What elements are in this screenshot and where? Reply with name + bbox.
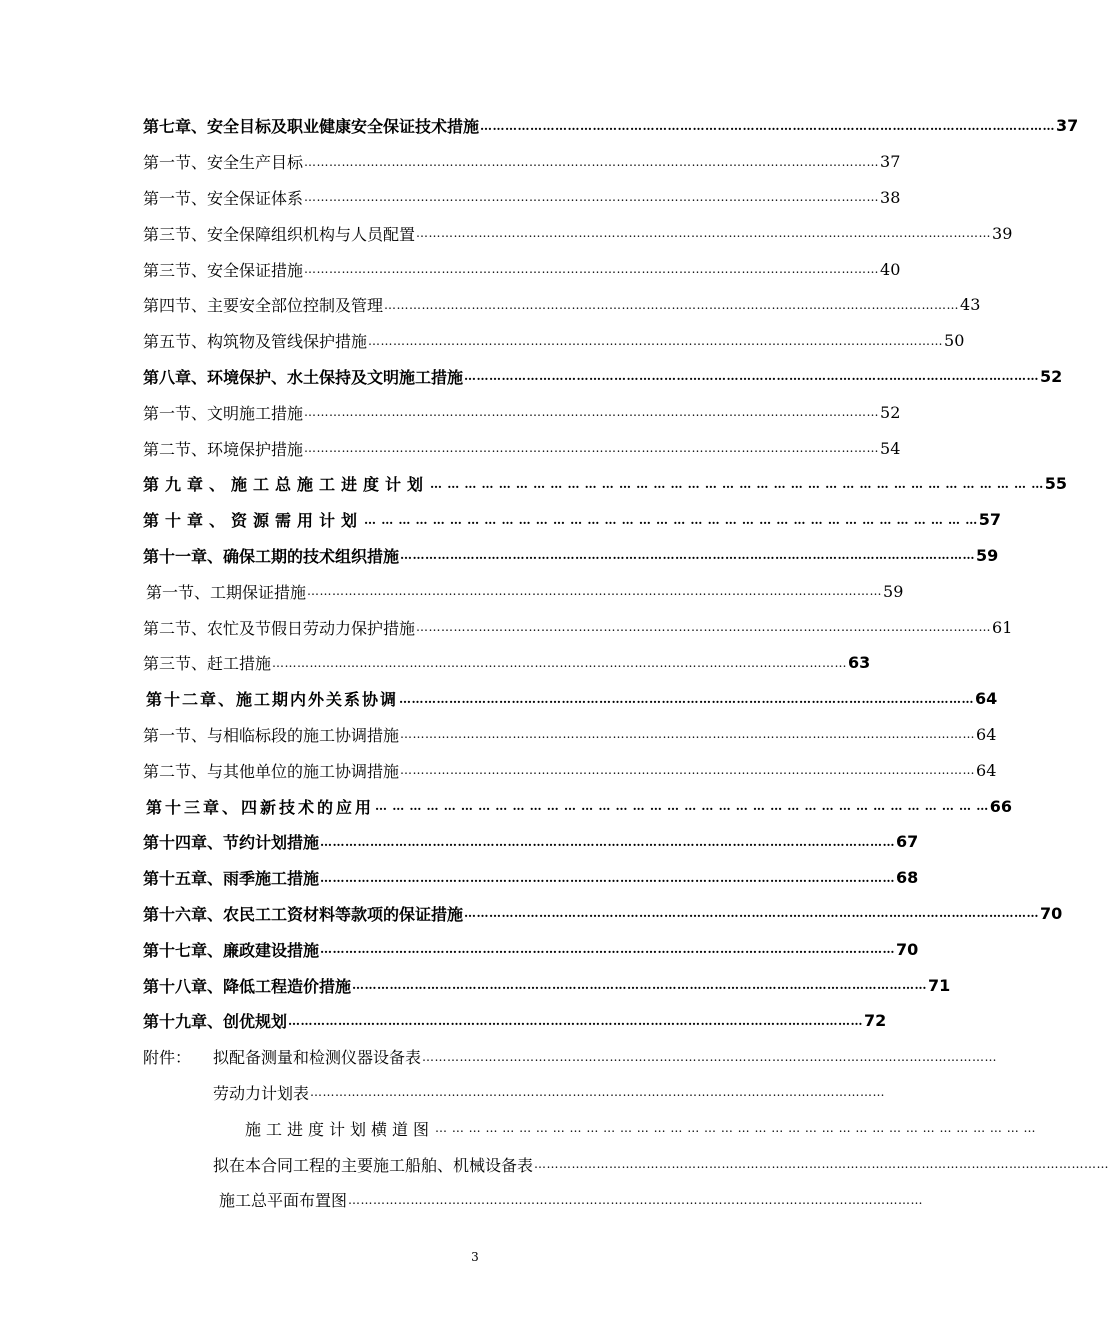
toc-entry-chapter-9[interactable] [0, 466, 1068, 502]
dot-leader: ………………………………………………………………………………………………………………………… [320, 870, 896, 885]
toc-entry-title: 第一节、文明施工措施 [143, 403, 304, 423]
dot-leader: ………………………………………………………………………………………………………………………… [416, 620, 992, 635]
toc-entry-title: 第三节、赶工措施 [143, 654, 272, 674]
toc-entry-page: 64 [975, 689, 998, 709]
toc-entry-title: 第一节、安全生产目标 [143, 153, 304, 173]
appendix-entry[interactable] [0, 1110, 1037, 1146]
toc-entry-title: 第五节、构筑物及管线保护措施 [143, 332, 368, 352]
dot-leader: ………………………………………………………………………………………………………………………… [272, 655, 848, 670]
dot-leader: ………………………………………………………………………………………………………………………… [464, 906, 1040, 921]
toc-entry-section[interactable] [0, 394, 950, 430]
toc-entry-chapter-11[interactable] [0, 538, 999, 574]
toc-entry-chapter-13[interactable] [0, 788, 1013, 824]
toc-entry-title: 第七章、安全目标及职业健康安全保证技术措施 [143, 117, 480, 137]
appendix-title: 拟配备测量和检测仪器设备表 [213, 1048, 422, 1068]
toc-entry-title: 第二节、环境保护措施 [143, 439, 304, 459]
toc-entry-page: 52 [880, 402, 901, 422]
toc-entry-section[interactable] [0, 752, 997, 788]
toc-entry-page: 57 [978, 510, 1002, 530]
toc-entry-page: 64 [976, 760, 997, 780]
toc-entry-page: 64 [976, 724, 997, 744]
toc-entry-chapter-12[interactable] [0, 681, 998, 717]
appendix-title: 拟在本合同工程的主要施工船舶、机械设备表 [213, 1155, 534, 1175]
dot-leader: ………………………………………………………………………………………………………………………… [310, 1085, 886, 1100]
toc-entry-title: 第一节、安全保证体系 [143, 188, 304, 208]
dot-leader: ………………………………………………………………………………………………………………………… [304, 190, 880, 205]
toc-entry-title: 第三节、安全保证措施 [143, 260, 304, 280]
appendix-label: 附件： [143, 1048, 192, 1068]
toc-entry-page: 39 [992, 223, 1013, 243]
toc-entry-page: 54 [880, 438, 901, 458]
toc-entry-page: 37 [880, 152, 901, 172]
toc-entry-chapter-16[interactable] [0, 896, 1063, 932]
toc-entry-chapter-14[interactable] [0, 824, 950, 860]
dot-leader: ………………………………………………………………………………………………………………………… [348, 1192, 924, 1207]
dot-leader: ………………………………………………………………………………………………………………………… [304, 154, 880, 169]
toc-entry-section[interactable] [0, 323, 965, 359]
toc-entry-page: 61 [992, 617, 1013, 637]
page-number: 3 [471, 1250, 479, 1264]
dot-leader: ………………………………………………………………………………………………………………………… [304, 262, 880, 277]
toc-entry-title: 第十一章、确保工期的技术组织措施 [143, 546, 400, 566]
dot-leader: … … … … … … … … … … … … … … … … … … … … … … … … … … … … … … … … … … … … [375, 799, 989, 814]
toc-entry-title: 第十三章、四新技术的应用 [146, 797, 375, 817]
appendix-entry[interactable] [0, 1039, 998, 1075]
appendix-title: 施工总平面布置图 [219, 1191, 348, 1211]
appendix-title: 劳动力计划表 [213, 1083, 310, 1103]
toc-entry-page: 38 [880, 187, 901, 207]
toc-entry-title: 第十六章、农民工工资材料等款项的保证措施 [143, 904, 464, 924]
toc-entry-title: 第十八章、降低工程造价措施 [143, 976, 352, 996]
toc-entry-page: 59 [883, 581, 904, 601]
dot-leader: … … … … … … … … … … … … … … … … … … … … … … … … … … … … … … … … … … … … [430, 476, 1044, 491]
toc-entry-chapter-10[interactable] [0, 502, 1002, 538]
dot-leader: ………………………………………………………………………………………………………………………… [400, 548, 976, 563]
toc-entry-chapter-17[interactable] [0, 931, 950, 967]
toc-entry-page: 71 [928, 975, 951, 995]
toc-entry-page: 59 [976, 545, 999, 565]
toc-entry-section[interactable] [0, 573, 950, 609]
toc-entry-title: 第十五章、雨季施工措施 [143, 869, 320, 889]
table-of-contents [0, 108, 1109, 1218]
toc-entry-page: 66 [989, 796, 1013, 816]
toc-entry-page: 50 [944, 331, 965, 351]
toc-entry-section[interactable] [0, 251, 950, 287]
dot-leader: ………………………………………………………………………………………………………………………… [399, 691, 975, 706]
toc-entry-page: 43 [960, 295, 981, 315]
dot-leader: ………………………………………………………………………………………………………………………… [304, 405, 880, 420]
dot-leader: ………………………………………………………………………………………………………………………… [307, 584, 883, 599]
toc-entry-title: 第十九章、创优规划 [143, 1012, 288, 1032]
toc-entry-page: 55 [1044, 474, 1068, 494]
toc-entry-title: 第一节、与相临标段的施工协调措施 [143, 725, 400, 745]
toc-entry-page: 40 [880, 259, 901, 279]
appendix-entry[interactable] [0, 1146, 1109, 1182]
toc-entry-title: 第十七章、廉政建设措施 [143, 940, 320, 960]
dot-leader: ………………………………………………………………………………………………………………………… [304, 441, 880, 456]
toc-entry-section[interactable] [0, 180, 950, 216]
toc-entry-title: 第九章、施工总施工进度计划 [143, 475, 430, 495]
toc-entry-chapter-7[interactable] [0, 108, 1079, 144]
dot-leader: ………………………………………………………………………………………………………………………… [480, 118, 1056, 133]
appendix-title: 施工进度计划横道图 [245, 1119, 435, 1139]
dot-leader: … … … … … … … … … … … … … … … … … … … … … … … … … … … … … … … … … … … … [364, 512, 978, 527]
dot-leader: … … … … … … … … … … … … … … … … … … … … … … … … … … … … … … … … … … … … [435, 1121, 1037, 1136]
toc-entry-page: 70 [896, 939, 919, 959]
toc-entry-section[interactable] [0, 430, 950, 466]
toc-entry-page: 70 [1040, 903, 1063, 923]
dot-leader: ………………………………………………………………………………………………………………………… [400, 763, 976, 778]
toc-entry-title: 第四节、主要安全部位控制及管理 [143, 296, 384, 316]
dot-leader: ………………………………………………………………………………………………………………………… [534, 1157, 1109, 1171]
toc-entry-title: 第三节、安全保障组织机构与人员配置 [143, 224, 416, 244]
dot-leader: ………………………………………………………………………………………………………………………… [320, 942, 896, 957]
toc-entry-section[interactable] [0, 609, 1013, 645]
toc-entry-title: 第十二章、施工期内外关系协调 [146, 690, 399, 710]
toc-entry-page: 67 [896, 832, 919, 852]
dot-leader: ………………………………………………………………………………………………………………………… [320, 834, 896, 849]
toc-entry-section[interactable] [0, 717, 997, 753]
toc-entry-section[interactable] [0, 215, 1013, 251]
appendix-entry[interactable] [0, 1075, 950, 1111]
appendix-entry[interactable] [0, 1182, 950, 1218]
toc-entry-page: 68 [896, 868, 919, 888]
toc-entry-page: 52 [1040, 366, 1063, 386]
toc-entry-page: 63 [848, 653, 871, 673]
dot-leader: ………………………………………………………………………………………………………………………… [400, 727, 976, 742]
dot-leader: ………………………………………………………………………………………………………………………… [352, 978, 928, 993]
toc-entry-section[interactable] [0, 645, 950, 681]
dot-leader: ………………………………………………………………………………………………………………………… [368, 333, 944, 348]
toc-entry-chapter-15[interactable] [0, 860, 950, 896]
toc-entry-chapter-18[interactable] [0, 967, 950, 1003]
toc-entry-page: 72 [864, 1011, 887, 1031]
dot-leader: ………………………………………………………………………………………………………………………… [422, 1049, 998, 1064]
toc-entry-chapter-8[interactable] [0, 359, 1063, 395]
dot-leader: ………………………………………………………………………………………………………………………… [464, 369, 1040, 384]
toc-entry-chapter-19[interactable] [0, 1003, 950, 1039]
dot-leader: ………………………………………………………………………………………………………………………… [416, 226, 992, 241]
toc-entry-title: 第十章、资源需用计划 [143, 511, 364, 531]
dot-leader: ………………………………………………………………………………………………………………………… [288, 1013, 864, 1028]
dot-leader: ………………………………………………………………………………………………………………………… [384, 297, 960, 312]
toc-entry-title: 第二节、农忙及节假日劳动力保护措施 [143, 618, 416, 638]
toc-entry-section[interactable] [0, 287, 981, 323]
toc-entry-page: 37 [1056, 116, 1079, 136]
toc-entry-title: 第十四章、节约计划措施 [143, 833, 320, 853]
toc-entry-title: 第八章、环境保护、水土保持及文明施工措施 [143, 367, 464, 387]
toc-entry-title: 第二节、与其他单位的施工协调措施 [143, 761, 400, 781]
toc-entry-section[interactable] [0, 144, 950, 180]
toc-entry-title: 第一节、工期保证措施 [146, 582, 307, 602]
